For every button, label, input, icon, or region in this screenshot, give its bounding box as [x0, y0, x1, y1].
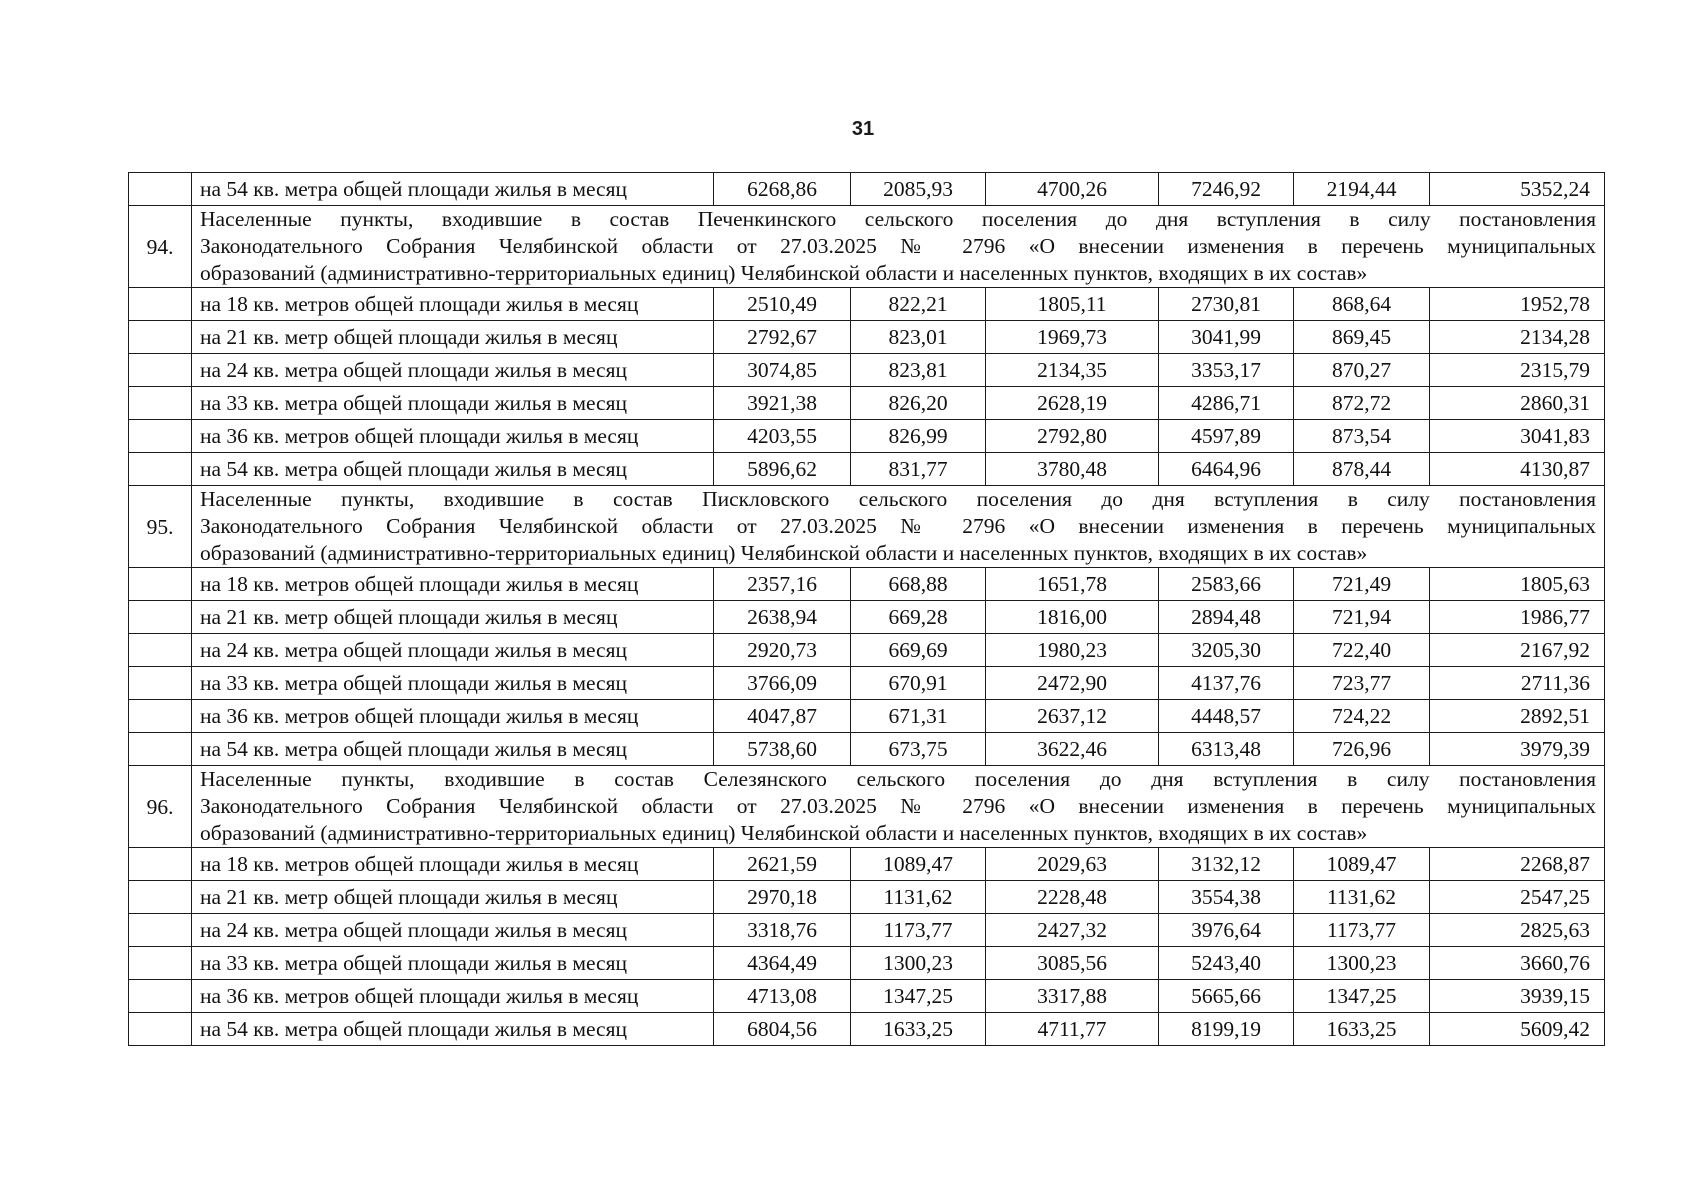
- page-number: 31: [851, 118, 875, 140]
- value-cell: 3041,99: [1159, 321, 1294, 354]
- value-cell: 868,64: [1294, 288, 1430, 321]
- section-description-line: Законодательного Собрания Челябинской области от 27.03.2025 № 2796 «О внесении изменения в перечень муниципальных: [200, 234, 1596, 258]
- value-cell: 2268,87: [1430, 848, 1605, 881]
- value-cell: 2637,12: [986, 700, 1159, 733]
- table-row: [129, 914, 1605, 947]
- value-cell: 1633,25: [851, 1013, 986, 1046]
- row-index-cell: [129, 634, 192, 667]
- value-cell: 668,88: [851, 568, 986, 601]
- value-cell: 1089,47: [1294, 848, 1430, 881]
- section-header-row: [129, 766, 1605, 848]
- value-cell: 671,31: [851, 700, 986, 733]
- row-label: на 54 кв. метра общей площади жилья в месяц: [192, 173, 714, 206]
- value-cell: 2085,93: [851, 173, 986, 206]
- value-cell: 5896,62: [714, 453, 851, 486]
- value-cell: 4130,87: [1430, 453, 1605, 486]
- value-cell: 2583,66: [1159, 568, 1294, 601]
- value-cell: 3132,12: [1159, 848, 1294, 881]
- value-cell: 2792,80: [986, 420, 1159, 453]
- value-cell: 2134,28: [1430, 321, 1605, 354]
- tariff-table: [128, 172, 1605, 1046]
- table-row: [129, 634, 1605, 667]
- value-cell: 1300,23: [1294, 947, 1430, 980]
- value-cell: 1805,63: [1430, 568, 1605, 601]
- value-cell: 878,44: [1294, 453, 1430, 486]
- value-cell: 1089,47: [851, 848, 986, 881]
- row-index-cell: [129, 420, 192, 453]
- value-cell: 1131,62: [851, 881, 986, 914]
- value-cell: 670,91: [851, 667, 986, 700]
- row-label: на 21 кв. метр общей площади жилья в месяц: [192, 321, 714, 354]
- row-label: на 24 кв. метра общей площади жилья в месяц: [192, 354, 714, 387]
- row-label: на 54 кв. метра общей площади жилья в месяц: [192, 1013, 714, 1046]
- value-cell: 873,54: [1294, 420, 1430, 453]
- value-cell: 1952,78: [1430, 288, 1605, 321]
- value-cell: 669,69: [851, 634, 986, 667]
- row-index-cell: [129, 1013, 192, 1046]
- row-label: на 36 кв. метров общей площади жилья в месяц: [192, 700, 714, 733]
- row-label: на 33 кв. метра общей площади жилья в месяц: [192, 947, 714, 980]
- value-cell: 4700,26: [986, 173, 1159, 206]
- value-cell: 2315,79: [1430, 354, 1605, 387]
- value-cell: 831,77: [851, 453, 986, 486]
- section-index: 96.: [129, 766, 192, 848]
- value-cell: 3766,09: [714, 667, 851, 700]
- row-label: на 54 кв. метра общей площади жилья в месяц: [192, 733, 714, 766]
- row-index-cell: [129, 848, 192, 881]
- value-cell: 3205,30: [1159, 634, 1294, 667]
- value-cell: 2711,36: [1430, 667, 1605, 700]
- value-cell: 4713,08: [714, 980, 851, 1013]
- value-cell: 2628,19: [986, 387, 1159, 420]
- value-cell: 3921,38: [714, 387, 851, 420]
- section-description-line: образований (административно-территориальных единиц) Челябинской области и населенных пунктов, входящих в их состав»: [200, 541, 1368, 565]
- table-row: [129, 453, 1605, 486]
- value-cell: 1173,77: [1294, 914, 1430, 947]
- value-cell: 2029,63: [986, 848, 1159, 881]
- table-row: [129, 980, 1605, 1013]
- value-cell: 6804,56: [714, 1013, 851, 1046]
- table-row: [129, 700, 1605, 733]
- value-cell: 3554,38: [1159, 881, 1294, 914]
- value-cell: 3660,76: [1430, 947, 1605, 980]
- table-row: [129, 420, 1605, 453]
- row-label: на 21 кв. метр общей площади жилья в месяц: [192, 881, 714, 914]
- row-index-cell: [129, 667, 192, 700]
- row-label: на 36 кв. метров общей площади жилья в месяц: [192, 980, 714, 1013]
- table-row: [129, 173, 1605, 206]
- table-row: [129, 848, 1605, 881]
- row-label: на 18 кв. метров общей площади жилья в месяц: [192, 568, 714, 601]
- value-cell: 826,99: [851, 420, 986, 453]
- row-index-cell: [129, 914, 192, 947]
- row-index-cell: [129, 568, 192, 601]
- row-label: на 21 кв. метр общей площади жилья в месяц: [192, 601, 714, 634]
- value-cell: 2730,81: [1159, 288, 1294, 321]
- value-cell: 3353,17: [1159, 354, 1294, 387]
- row-index-cell: [129, 881, 192, 914]
- value-cell: 1173,77: [851, 914, 986, 947]
- section-description: [192, 766, 1605, 848]
- value-cell: 2621,59: [714, 848, 851, 881]
- row-index-cell: [129, 173, 192, 206]
- value-cell: 870,27: [1294, 354, 1430, 387]
- value-cell: 2357,16: [714, 568, 851, 601]
- section-description-line: Законодательного Собрания Челябинской области от 27.03.2025 № 2796 «О внесении изменения в перечень муниципальных: [200, 794, 1596, 818]
- section-description-line: Населенные пункты, входившие в состав Печенкинского сельского поселения до дня вступления в силу постановления: [200, 207, 1596, 231]
- value-cell: 1805,11: [986, 288, 1159, 321]
- row-label: на 33 кв. метра общей площади жилья в месяц: [192, 667, 714, 700]
- value-cell: 1986,77: [1430, 601, 1605, 634]
- value-cell: 1969,73: [986, 321, 1159, 354]
- row-label: на 24 кв. метра общей площади жилья в месяц: [192, 634, 714, 667]
- value-cell: 721,49: [1294, 568, 1430, 601]
- value-cell: 3317,88: [986, 980, 1159, 1013]
- value-cell: 3622,46: [986, 733, 1159, 766]
- value-cell: 2860,31: [1430, 387, 1605, 420]
- value-cell: 5609,42: [1430, 1013, 1605, 1046]
- value-cell: 3318,76: [714, 914, 851, 947]
- value-cell: 721,94: [1294, 601, 1430, 634]
- row-label: на 18 кв. метров общей площади жилья в месяц: [192, 288, 714, 321]
- value-cell: 1816,00: [986, 601, 1159, 634]
- value-cell: 4137,76: [1159, 667, 1294, 700]
- table-row: [129, 288, 1605, 321]
- value-cell: 1131,62: [1294, 881, 1430, 914]
- value-cell: 2510,49: [714, 288, 851, 321]
- value-cell: 7246,92: [1159, 173, 1294, 206]
- value-cell: 726,96: [1294, 733, 1430, 766]
- value-cell: 3979,39: [1430, 733, 1605, 766]
- section-description: [192, 206, 1605, 288]
- value-cell: 723,77: [1294, 667, 1430, 700]
- value-cell: 2825,63: [1430, 914, 1605, 947]
- value-cell: 826,20: [851, 387, 986, 420]
- section-description-line: образований (административно-территориальных единиц) Челябинской области и населенных пунктов, входящих в их состав»: [200, 261, 1368, 285]
- table-row: [129, 667, 1605, 700]
- value-cell: 3939,15: [1430, 980, 1605, 1013]
- value-cell: 4597,89: [1159, 420, 1294, 453]
- value-cell: 3041,83: [1430, 420, 1605, 453]
- value-cell: 6313,48: [1159, 733, 1294, 766]
- row-index-cell: [129, 947, 192, 980]
- value-cell: 1980,23: [986, 634, 1159, 667]
- row-label: на 18 кв. метров общей площади жилья в месяц: [192, 848, 714, 881]
- table-row: [129, 387, 1605, 420]
- section-index: 95.: [129, 486, 192, 568]
- value-cell: 4047,87: [714, 700, 851, 733]
- row-label: на 33 кв. метра общей площади жилья в месяц: [192, 387, 714, 420]
- value-cell: 823,01: [851, 321, 986, 354]
- section-description: [192, 486, 1605, 568]
- value-cell: 5665,66: [1159, 980, 1294, 1013]
- row-index-cell: [129, 354, 192, 387]
- value-cell: 4364,49: [714, 947, 851, 980]
- value-cell: 8199,19: [1159, 1013, 1294, 1046]
- value-cell: 6268,86: [714, 173, 851, 206]
- row-label: на 54 кв. метра общей площади жилья в месяц: [192, 453, 714, 486]
- value-cell: 872,72: [1294, 387, 1430, 420]
- value-cell: 1633,25: [1294, 1013, 1430, 1046]
- value-cell: 1300,23: [851, 947, 986, 980]
- value-cell: 724,22: [1294, 700, 1430, 733]
- row-index-cell: [129, 733, 192, 766]
- table-row: [129, 733, 1605, 766]
- value-cell: 2894,48: [1159, 601, 1294, 634]
- value-cell: 1651,78: [986, 568, 1159, 601]
- value-cell: 869,45: [1294, 321, 1430, 354]
- section-description-line: Законодательного Собрания Челябинской области от 27.03.2025 № 2796 «О внесении изменения в перечень муниципальных: [200, 514, 1596, 538]
- value-cell: 1347,25: [851, 980, 986, 1013]
- value-cell: 3085,56: [986, 947, 1159, 980]
- value-cell: 2638,94: [714, 601, 851, 634]
- value-cell: 5243,40: [1159, 947, 1294, 980]
- value-cell: 822,21: [851, 288, 986, 321]
- value-cell: 2427,32: [986, 914, 1159, 947]
- value-cell: 823,81: [851, 354, 986, 387]
- section-description-line: образований (административно-территориальных единиц) Челябинской области и населенных пунктов, входящих в их состав»: [200, 821, 1368, 845]
- value-cell: 673,75: [851, 733, 986, 766]
- value-cell: 2920,73: [714, 634, 851, 667]
- row-index-cell: [129, 601, 192, 634]
- section-description-line: Населенные пункты, входившие в состав Селезянского сельского поселения до дня вступления в силу постановления: [200, 767, 1596, 791]
- value-cell: 1347,25: [1294, 980, 1430, 1013]
- value-cell: 2892,51: [1430, 700, 1605, 733]
- value-cell: 5738,60: [714, 733, 851, 766]
- value-cell: 5352,24: [1430, 173, 1605, 206]
- value-cell: 669,28: [851, 601, 986, 634]
- section-description-line: Населенные пункты, входившие в состав Пискловского сельского поселения до дня вступления в силу постановления: [200, 487, 1596, 511]
- value-cell: 4203,55: [714, 420, 851, 453]
- table-row: [129, 321, 1605, 354]
- table-row: [129, 881, 1605, 914]
- value-cell: 2792,67: [714, 321, 851, 354]
- value-cell: 4711,77: [986, 1013, 1159, 1046]
- table-row: [129, 1013, 1605, 1046]
- row-index-cell: [129, 453, 192, 486]
- value-cell: 2134,35: [986, 354, 1159, 387]
- table-body: [129, 173, 1605, 1046]
- value-cell: 2547,25: [1430, 881, 1605, 914]
- value-cell: 3976,64: [1159, 914, 1294, 947]
- row-label: на 24 кв. метра общей площади жилья в месяц: [192, 914, 714, 947]
- value-cell: 4286,71: [1159, 387, 1294, 420]
- value-cell: 2970,18: [714, 881, 851, 914]
- value-cell: 2472,90: [986, 667, 1159, 700]
- value-cell: 2194,44: [1294, 173, 1430, 206]
- section-index: 94.: [129, 206, 192, 288]
- value-cell: 3780,48: [986, 453, 1159, 486]
- row-index-cell: [129, 321, 192, 354]
- row-label: на 36 кв. метров общей площади жилья в месяц: [192, 420, 714, 453]
- value-cell: 6464,96: [1159, 453, 1294, 486]
- table-row: [129, 947, 1605, 980]
- row-index-cell: [129, 980, 192, 1013]
- section-header-row: [129, 206, 1605, 288]
- table-row: [129, 354, 1605, 387]
- row-index-cell: [129, 700, 192, 733]
- section-header-row: [129, 486, 1605, 568]
- value-cell: 2228,48: [986, 881, 1159, 914]
- row-index-cell: [129, 288, 192, 321]
- table-row: [129, 568, 1605, 601]
- row-index-cell: [129, 387, 192, 420]
- value-cell: 722,40: [1294, 634, 1430, 667]
- value-cell: 4448,57: [1159, 700, 1294, 733]
- value-cell: 3074,85: [714, 354, 851, 387]
- table-row: [129, 601, 1605, 634]
- value-cell: 2167,92: [1430, 634, 1605, 667]
